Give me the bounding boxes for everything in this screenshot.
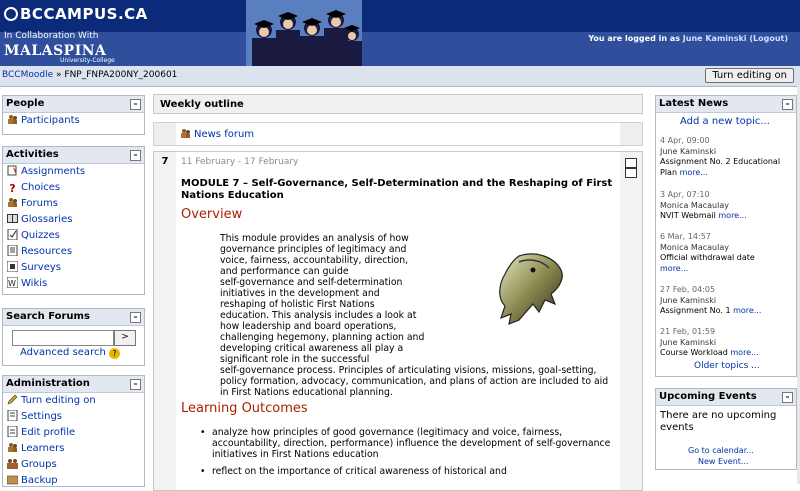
login-prefix: You are logged in as xyxy=(588,34,680,43)
learners-icon xyxy=(7,442,18,453)
groups-icon xyxy=(7,458,18,469)
news-date: 4 Apr, 09:00 xyxy=(660,136,710,145)
news-forum-item[interactable] xyxy=(180,128,254,140)
activities-block-header xyxy=(3,147,144,164)
participants-link[interactable] xyxy=(3,113,144,129)
participants-label[interactable]: Participants xyxy=(21,115,80,126)
activity-surveys[interactable] xyxy=(3,260,144,276)
administration-block xyxy=(2,375,145,487)
news-author: June Kaminski xyxy=(660,337,717,347)
people-block xyxy=(2,95,145,135)
show-all-sections-icon[interactable] xyxy=(625,168,637,178)
news-text: Official withdrawal date xyxy=(660,253,755,262)
module-title: MODULE 7 – Self-Governance, Self-Determination and the Reshaping of First Nations Education xyxy=(181,178,613,201)
forums-label[interactable]: Forums xyxy=(21,198,58,209)
collapse-icon[interactable]: – xyxy=(130,379,141,390)
collaboration-text: In Collaboration With xyxy=(4,31,99,41)
admin-block-header xyxy=(3,376,144,393)
overview-line: reshaping of holistic First Nations xyxy=(220,299,375,310)
wikis-label[interactable]: Wikis xyxy=(21,278,48,289)
admin-settings-label[interactable]: Settings xyxy=(21,411,63,422)
help-icon[interactable]: ? xyxy=(109,348,120,359)
overview-line: challenging hegemony, planning action and xyxy=(220,332,425,343)
events-block-header xyxy=(656,389,796,406)
news-entry xyxy=(660,232,794,274)
glossary-icon xyxy=(7,213,18,224)
news-entry xyxy=(660,285,794,317)
login-info xyxy=(588,34,788,43)
forum-icon xyxy=(180,128,191,139)
malaspina-subtitle: University-College xyxy=(60,57,115,64)
new-event-link[interactable]: New Event... xyxy=(698,457,749,466)
overview-tail: self-governance process. Principles of articulating visions, missions, goal-setting, policy formation, advocacy, communication, and plans of action are included to aid in First Nations educational planning. xyxy=(220,365,609,398)
quiz-icon xyxy=(7,229,18,240)
list-item: • analyze how principles of good governance (legitimacy and voice, fairness, accountability, direction, performance) influence the development of self-governance initiatives in First Nations education xyxy=(198,427,618,460)
news-block-header xyxy=(656,96,796,113)
breadcrumb-separator: » xyxy=(56,70,62,80)
overview-line: how leadership and board operations, xyxy=(220,321,397,332)
surveys-label[interactable]: Surveys xyxy=(21,262,61,273)
overview-line: and performance can guide xyxy=(220,266,349,277)
search-forums-input[interactable] xyxy=(12,330,114,346)
breadcrumb xyxy=(2,70,177,80)
add-new-topic-link[interactable]: Add a new topic... xyxy=(680,116,770,127)
overview-line: self-governance and self-determination xyxy=(220,277,403,288)
news-entry xyxy=(660,327,794,359)
search-go-button[interactable]: > xyxy=(114,330,136,346)
site-header xyxy=(0,0,800,66)
quizzes-label[interactable]: Quizzes xyxy=(21,230,60,241)
edit-pencil-icon xyxy=(7,394,18,405)
learning-outcomes-list xyxy=(198,427,618,483)
news-title: Latest News xyxy=(659,98,729,109)
forum-row-right-cell xyxy=(620,123,642,145)
svg-text:W: W xyxy=(8,279,16,288)
admin-backup-label[interactable]: Backup xyxy=(21,475,58,486)
resources-label[interactable]: Resources xyxy=(21,246,73,257)
list-item: • reflect on the importance of critical awareness of historical and xyxy=(198,466,618,477)
collapse-icon[interactable]: – xyxy=(782,99,793,110)
turn-editing-on-button[interactable]: Turn editing on xyxy=(705,68,794,83)
advanced-search xyxy=(20,347,120,359)
breadcrumb-course: FNP_FNPA200NY_200601 xyxy=(64,70,178,80)
upcoming-events-block xyxy=(655,388,797,470)
activity-glossaries[interactable] xyxy=(3,212,144,228)
latest-news-block xyxy=(655,95,797,377)
week-section xyxy=(153,151,643,491)
news-text: Course Workload xyxy=(660,348,728,357)
wiki-icon xyxy=(7,277,18,288)
activities-title: Activities xyxy=(6,149,59,160)
activity-wikis[interactable] xyxy=(3,276,144,292)
overview-line: developing critical awareness all play a xyxy=(220,343,404,354)
overview-line: voice, fairness, accountability, direction, xyxy=(220,255,409,266)
collapse-icon[interactable]: – xyxy=(130,150,141,161)
activity-assignments[interactable] xyxy=(3,164,144,180)
activities-block xyxy=(2,146,145,295)
raven-image xyxy=(489,248,569,328)
weekly-outline-header: Weekly outline xyxy=(153,94,643,114)
activity-quizzes[interactable] xyxy=(3,228,144,244)
news-forum-link[interactable]: News forum xyxy=(194,129,255,140)
backup-icon xyxy=(7,474,18,485)
news-text: Assignment No. 1 xyxy=(660,306,731,315)
admin-groups-label[interactable]: Groups xyxy=(21,459,57,470)
graduates-banner-image xyxy=(246,0,362,66)
news-date: 27 Feb, 04:05 xyxy=(660,285,716,294)
news-author: Monica Macaulay xyxy=(660,200,729,210)
collapse-icon[interactable]: – xyxy=(130,99,141,110)
news-forum-row xyxy=(153,122,643,146)
news-author: June Kaminski xyxy=(660,295,717,305)
breadcrumb-home[interactable]: BCCMoodle xyxy=(2,70,54,80)
advanced-search-link[interactable]: Advanced search xyxy=(20,347,106,358)
search-title: Search Forums xyxy=(6,311,90,322)
admin-groups[interactable] xyxy=(3,457,144,473)
news-text: NVIT Webmail xyxy=(660,211,716,220)
section-controls xyxy=(620,152,642,491)
overview-line: This module provides an analysis of how xyxy=(220,233,409,244)
admin-backup[interactable] xyxy=(3,473,144,489)
activity-choices[interactable] xyxy=(3,180,144,196)
news-more-link[interactable]: more... xyxy=(660,263,689,273)
forum-row-left-cell xyxy=(154,123,176,145)
profile-icon xyxy=(7,426,18,437)
news-author: June Kaminski xyxy=(660,146,717,156)
collapse-icon[interactable]: – xyxy=(130,312,141,323)
settings-icon xyxy=(7,410,18,421)
admin-learners[interactable] xyxy=(3,441,144,457)
news-more-link[interactable]: more... xyxy=(730,348,759,357)
people-title: People xyxy=(6,98,45,109)
participants-icon xyxy=(7,114,18,125)
news-date: 21 Feb, 01:59 xyxy=(660,327,716,336)
forum-icon xyxy=(7,197,18,208)
admin-settings[interactable] xyxy=(3,409,144,425)
resource-icon xyxy=(7,245,18,256)
people-block-header xyxy=(3,96,144,113)
overview-heading: Overview xyxy=(181,207,243,222)
admin-learners-label[interactable]: Learners xyxy=(21,443,65,454)
overview-line: governance principles of legitimacy and xyxy=(220,244,407,255)
overview-line: initiatives in the development and xyxy=(220,288,380,299)
overview-line: education. This analysis includes a look at xyxy=(220,310,417,321)
no-events-text: There are no upcoming events xyxy=(660,410,777,433)
search-block-header xyxy=(3,309,144,326)
section-number: 7 xyxy=(154,152,176,491)
collapse-icon[interactable]: – xyxy=(782,392,793,403)
news-text: Assignment No. 2 Educational Plan xyxy=(660,157,781,177)
news-date: 6 Mar, 14:57 xyxy=(660,232,711,241)
learning-outcomes-heading: Learning Outcomes xyxy=(181,401,308,416)
news-entry xyxy=(660,190,794,222)
admin-title: Administration xyxy=(6,378,90,389)
older-topics-link[interactable]: Older topics ... xyxy=(694,361,760,371)
admin-edit-profile-label[interactable]: Edit profile xyxy=(21,427,76,438)
assignment-icon xyxy=(7,165,18,176)
glossaries-label[interactable]: Glossaries xyxy=(21,214,73,225)
navigation-bar xyxy=(0,66,800,87)
user-name-link[interactable]: June Kaminski xyxy=(682,34,747,43)
news-author: Monica Macaulay xyxy=(660,242,729,252)
news-more-link[interactable]: more... xyxy=(679,167,708,177)
admin-turn-editing-label[interactable]: Turn editing on xyxy=(21,395,96,406)
show-only-section-icon[interactable] xyxy=(625,158,637,168)
survey-icon xyxy=(7,261,18,272)
search-forums-block xyxy=(2,308,145,366)
admin-turn-editing[interactable] xyxy=(3,393,144,409)
news-more-link[interactable]: more... xyxy=(733,306,762,315)
activity-forums[interactable] xyxy=(3,196,144,212)
assignments-label[interactable]: Assignments xyxy=(21,166,86,177)
question-icon: ? xyxy=(9,182,16,195)
section-date: 11 February - 17 February xyxy=(181,157,299,167)
bccampus-logo[interactable]: BCCAMPUS.CA xyxy=(4,5,148,23)
news-more-link[interactable]: more... xyxy=(718,211,747,220)
news-entry xyxy=(660,136,794,178)
malaspina-logo: MALASPINA xyxy=(4,43,107,59)
overview-line: significant role in the successful xyxy=(220,354,370,365)
logout-link[interactable]: (Logout) xyxy=(749,34,788,43)
activity-resources[interactable] xyxy=(3,244,144,260)
events-title: Upcoming Events xyxy=(659,391,757,402)
admin-edit-profile[interactable] xyxy=(3,425,144,441)
go-to-calendar-link[interactable]: Go to calendar... xyxy=(688,446,754,455)
news-date: 3 Apr, 07:10 xyxy=(660,190,710,199)
choices-label[interactable]: Choices xyxy=(21,182,61,193)
